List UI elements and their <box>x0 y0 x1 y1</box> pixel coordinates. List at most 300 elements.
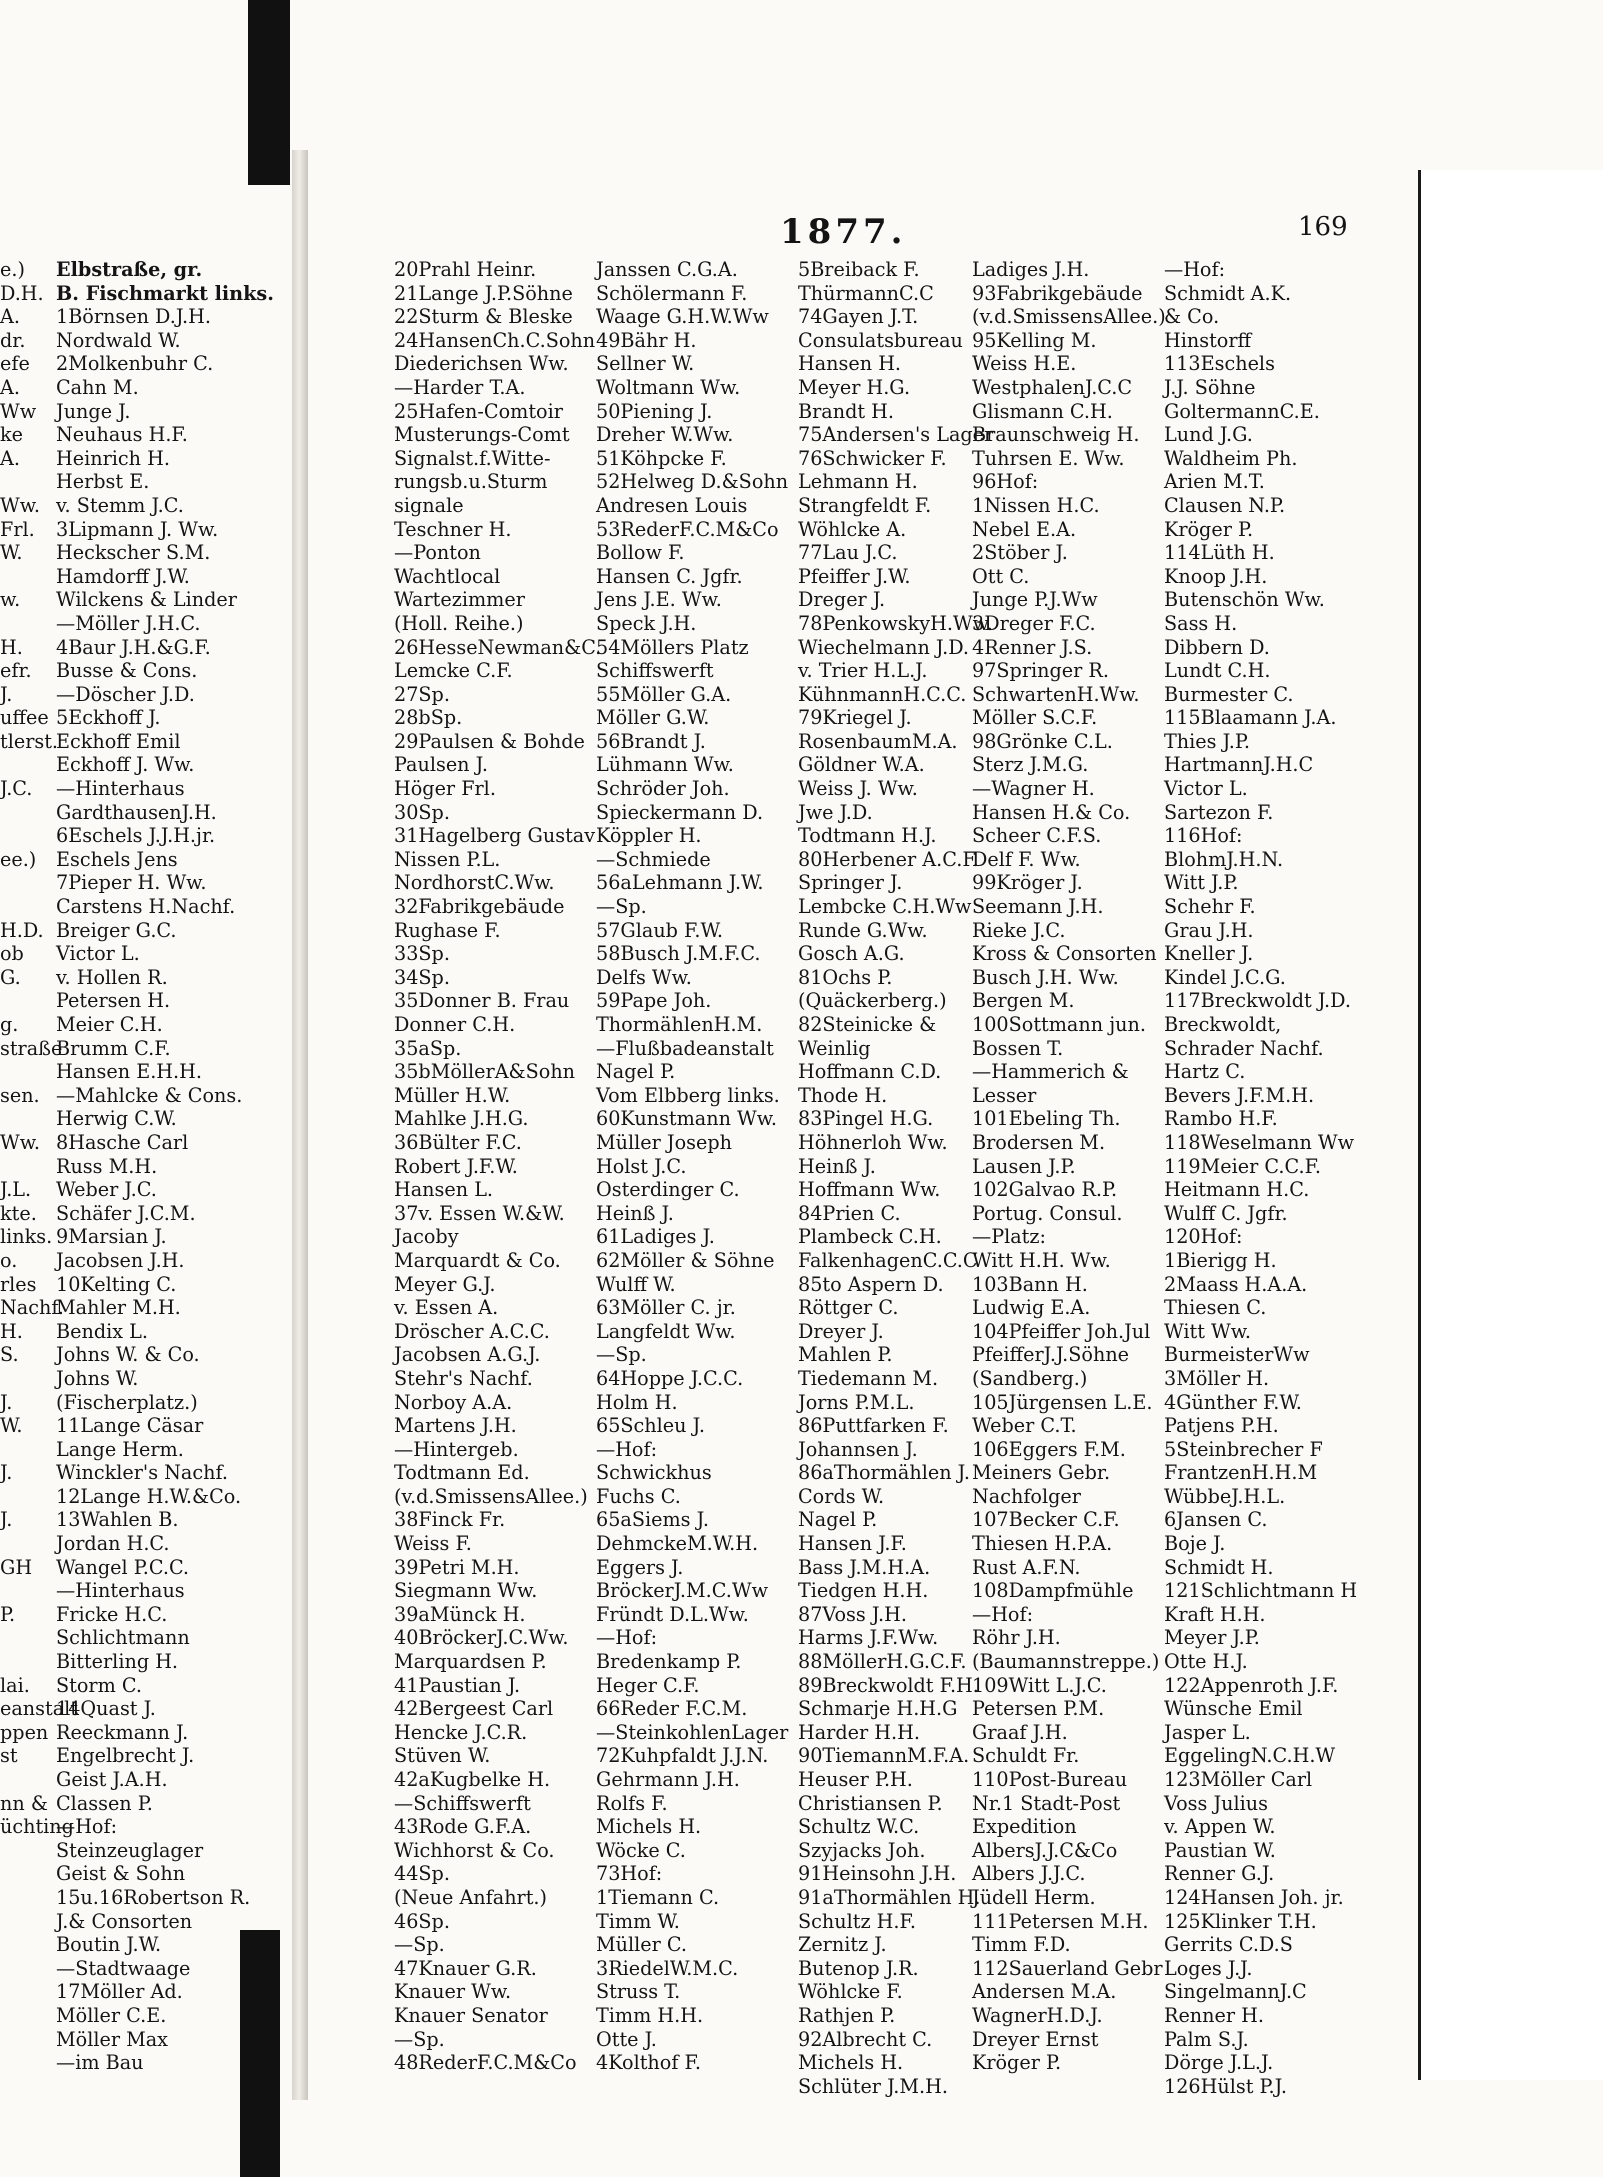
directory-line: Brandt H. <box>798 399 894 423</box>
directory-line: 24HansenCh.C.Sohn <box>394 328 596 352</box>
directory-line: 11Lange Cäsar <box>56 1414 204 1438</box>
directory-line: w. <box>0 588 21 612</box>
directory-line: Meyer G.J. <box>394 1272 496 1296</box>
directory-column-1 <box>56 258 294 2075</box>
directory-line: 85to Aspern D. <box>798 1272 944 1296</box>
directory-line: 43Rode G.F.A. <box>394 1815 532 1839</box>
directory-line: Hansen C. Jgfr. <box>596 564 743 588</box>
directory-line: Jens J.E. Ww. <box>596 588 722 612</box>
directory-line: Weiss J. Ww. <box>798 777 918 801</box>
directory-line: Schultz H.F. <box>798 1909 916 1933</box>
directory-line: 86aThormählen J. <box>798 1461 970 1485</box>
directory-line: WestphalenJ.C.C <box>972 375 1133 399</box>
directory-line: DehmckeM.W.H. <box>596 1532 759 1556</box>
directory-line: 2Molkenbuhr C. <box>56 352 214 376</box>
directory-line: Otte H.J. <box>1164 1650 1248 1674</box>
directory-line: Classen P. <box>56 1791 153 1815</box>
directory-line: Winckler's Nachf. <box>56 1461 228 1485</box>
directory-line: 109Witt L.J.C. <box>972 1673 1107 1697</box>
directory-line: Paulsen J. <box>394 753 488 777</box>
directory-line: 90TiemannM.F.A. <box>798 1744 970 1768</box>
directory-line: Zernitz J. <box>798 1933 887 1957</box>
directory-line: (v.d.SmissensAllee.) <box>394 1484 588 1508</box>
directory-line: 105Jürgensen L.E. <box>972 1390 1153 1414</box>
directory-line: Möller C.E. <box>56 2003 167 2027</box>
directory-line: Rust A.F.N. <box>972 1555 1081 1579</box>
directory-line: —Hof: <box>1164 258 1226 281</box>
directory-line: Cahn M. <box>56 375 139 399</box>
directory-line: 51Köhpcke F. <box>596 446 727 470</box>
directory-line: Hoffmann C.D. <box>798 1060 942 1084</box>
directory-line: —Schmiede <box>596 847 711 871</box>
directory-line: 2Maass H.A.A. <box>1164 1272 1308 1296</box>
page-gutter <box>292 150 308 2100</box>
directory-line: Breiger G.C. <box>56 918 177 942</box>
directory-line: —Hof: <box>596 1626 658 1650</box>
directory-line: Johns W. <box>56 1366 139 1390</box>
directory-line: BlohmJ.H.N. <box>1164 847 1284 871</box>
directory-line: 31Hagelberg Gustav <box>394 824 596 848</box>
directory-line: 99Kröger J. <box>972 871 1083 895</box>
directory-line: Eggers J. <box>596 1555 684 1579</box>
directory-line: nn & <box>0 1791 48 1815</box>
directory-line: —Wagner H. <box>972 777 1095 801</box>
directory-line: Jwe J.D. <box>798 800 873 824</box>
directory-line: Röttger C. <box>798 1296 899 1320</box>
directory-line: (Baumannstreppe.) <box>972 1650 1160 1674</box>
directory-line: Bass J.M.H.A. <box>798 1555 931 1579</box>
directory-line: GardthausenJ.H. <box>56 800 217 824</box>
directory-line: Schäfer J.C.M. <box>56 1201 196 1225</box>
directory-line: Hencke J.C.R. <box>394 1720 528 1744</box>
directory-line: Sass H. <box>1164 611 1238 635</box>
directory-line: 27Sp. <box>394 682 450 706</box>
directory-line: 73Hof: <box>596 1862 663 1886</box>
directory-line: 112Sauerland Gebr <box>972 1956 1163 1980</box>
directory-line: Kraft H.H. <box>1164 1602 1266 1626</box>
directory-column-3 <box>596 258 794 2075</box>
directory-line: Gerrits C.D.S <box>1164 1933 1293 1957</box>
directory-line: Marquardt & Co. <box>394 1248 561 1272</box>
directory-line: Breckwoldt, <box>1164 1013 1282 1036</box>
directory-line: J.C. <box>0 777 33 801</box>
directory-line: 1Nissen H.C. <box>972 493 1100 517</box>
directory-line: WagnerH.D.J. <box>972 2003 1103 2027</box>
directory-line: 41Paustian J. <box>394 1673 521 1697</box>
directory-line: Steinzeuglager <box>56 1838 204 1862</box>
directory-line: —Hinterhaus <box>56 777 185 801</box>
directory-line: Spieckermann D. <box>596 800 764 824</box>
directory-line: Lund J.G. <box>1164 423 1253 447</box>
directory-line: Wünsche Emil <box>1164 1697 1303 1721</box>
directory-line: Schwickhus <box>596 1461 712 1485</box>
directory-line: Lesser <box>972 1083 1037 1107</box>
directory-line: 22Sturm & Bleske <box>394 305 573 329</box>
directory-line: 5Breiback F. <box>798 258 920 281</box>
directory-line: GH <box>0 1555 33 1579</box>
directory-line: Heitmann H.C. <box>1164 1178 1310 1202</box>
directory-line: Jordan H.C. <box>56 1532 170 1556</box>
directory-line: Müller C. <box>596 1933 687 1957</box>
directory-line: Braunschweig H. <box>972 423 1140 447</box>
directory-line: 119Meier C.C.F. <box>1164 1154 1322 1178</box>
directory-line <box>0 1650 50 1674</box>
directory-line: Seemann J.H. <box>972 895 1104 919</box>
directory-line: 48RederF.C.M&Co <box>394 2051 577 2075</box>
directory-line: Bitterling H. <box>56 1650 179 1674</box>
directory-line: Herbst E. <box>56 470 150 494</box>
directory-line: 117Breckwoldt J.D. <box>1164 989 1351 1013</box>
directory-line: Fründt D.L.Ww. <box>596 1602 749 1626</box>
directory-line: 28bSp. <box>394 706 463 730</box>
directory-line: 100Sottmann jun. <box>972 1013 1146 1036</box>
directory-line: 6Eschels J.J.H.jr. <box>56 824 216 848</box>
directory-line <box>0 1438 50 1462</box>
directory-line <box>0 1060 50 1084</box>
directory-line: Weiss F. <box>394 1532 472 1556</box>
directory-line: PfeifferJ.J.Söhne <box>972 1343 1130 1367</box>
directory-line <box>0 470 50 494</box>
directory-line: Delf F. Ww. <box>972 847 1081 871</box>
directory-line: 54Möllers Platz <box>596 635 749 659</box>
directory-line: Robert J.F.W. <box>394 1154 518 1178</box>
directory-line: 30Sp. <box>394 800 450 824</box>
directory-line: 75Andersen's Lager <box>798 423 994 447</box>
directory-line: Nordwald W. <box>56 328 181 352</box>
directory-line: J.J. Söhne <box>1164 375 1256 399</box>
directory-line: 74Gayen J.T. <box>798 305 919 329</box>
directory-line: Patjens P.H. <box>1164 1414 1279 1438</box>
directory-line <box>0 1485 50 1509</box>
directory-line: Martens J.H. <box>394 1414 517 1438</box>
directory-line <box>0 871 50 895</box>
directory-line: Wöhlcke F. <box>798 1980 903 2004</box>
directory-line: 110Post-Bureau <box>972 1768 1128 1791</box>
directory-line: 115Blaamann J.A. <box>1164 706 1337 730</box>
directory-line: Mahlen P. <box>798 1343 893 1367</box>
directory-line: Renner G.J. <box>1164 1862 1275 1886</box>
directory-line: 87Voss J.H. <box>798 1602 907 1626</box>
directory-line: Strangfeldt F. <box>798 493 932 517</box>
directory-line: 20Prahl Heinr. <box>394 258 537 281</box>
directory-line: efe <box>0 352 30 376</box>
directory-line: 47Knauer G.R. <box>394 1956 537 1980</box>
directory-line: Neuhaus H.F. <box>56 423 188 447</box>
directory-line: Gosch A.G. <box>798 942 905 966</box>
directory-line: Weinlig <box>798 1036 871 1060</box>
directory-line: 37v. Essen W.&W. <box>394 1201 565 1225</box>
directory-line: 123Möller Carl <box>1164 1768 1313 1791</box>
directory-line: —Sp. <box>394 2027 445 2051</box>
directory-line: —Hammerich & <box>972 1060 1129 1084</box>
directory-line: Victor L. <box>1164 777 1248 801</box>
directory-line: —Sp. <box>394 1933 445 1957</box>
directory-line: Teschner H. <box>394 517 512 541</box>
directory-line: Meyer J.P. <box>1164 1626 1260 1650</box>
directory-line: Weber C.T. <box>972 1414 1077 1438</box>
directory-line: Waage G.H.W.Ww <box>596 305 769 329</box>
directory-line: Janssen C.G.A. <box>596 258 738 281</box>
directory-line: tlerst. <box>0 729 59 753</box>
directory-line: W. <box>0 1414 23 1438</box>
directory-line: 33Sp. <box>394 942 450 966</box>
directory-line: H. <box>0 1319 23 1343</box>
directory-line: Thiesen C. <box>1164 1296 1267 1320</box>
directory-line: Lehmann H. <box>798 470 918 494</box>
directory-line: Woltmann Ww. <box>596 375 741 399</box>
directory-line: Witt Ww. <box>1164 1319 1252 1343</box>
directory-line: —Harder T.A. <box>394 375 526 399</box>
directory-line: Timm F.D. <box>972 1933 1071 1957</box>
directory-line: 2Stöber J. <box>972 541 1068 565</box>
directory-line <box>0 801 50 825</box>
directory-line: Dreher W.Ww. <box>596 423 734 447</box>
directory-line: Höhnerloh Ww. <box>798 1130 948 1154</box>
directory-line: Siegmann Ww. <box>394 1579 538 1603</box>
directory-line: Wöhlcke A. <box>798 517 907 541</box>
directory-line: Hansen J.F. <box>798 1532 907 1556</box>
directory-line: Michels H. <box>798 2051 904 2075</box>
directory-line: Schmarje H.H.G <box>798 1697 958 1721</box>
directory-line: —Hintergeb. <box>394 1437 519 1461</box>
directory-line: Wachtlocal <box>394 564 501 588</box>
directory-line: Schröder Joh. <box>596 777 730 801</box>
directory-line: 40BröckerJ.C.Ww. <box>394 1626 569 1650</box>
directory-column-5 <box>972 258 1166 2075</box>
directory-line: 60Kunstmann Ww. <box>596 1107 778 1131</box>
directory-line: —Sp. <box>596 895 647 919</box>
directory-line: 64Hoppe J.C.C. <box>596 1366 744 1390</box>
directory-line: Nachfolger <box>972 1484 1081 1508</box>
directory-line: straße <box>0 1036 63 1060</box>
directory-line: 84Prien C. <box>798 1201 901 1225</box>
directory-line: Knoop J.H. <box>1164 564 1268 588</box>
directory-line: Victor L. <box>56 942 140 966</box>
directory-line: Eckhoff J. Ww. <box>56 753 195 777</box>
directory-line: Nebel E.A. <box>972 517 1077 541</box>
directory-line: Schlichtmann <box>56 1626 190 1650</box>
directory-line: Carstens H.Nachf. <box>56 895 236 919</box>
directory-line: ThürmannC.C <box>798 281 934 305</box>
directory-line: Sartezon F. <box>1164 800 1274 824</box>
directory-line: 32Fabrikgebäude <box>394 895 565 919</box>
directory-line: Nissen P.L. <box>394 847 501 871</box>
directory-line: KühnmannH.C.C. <box>798 682 967 706</box>
directory-line: 65Schleu J. <box>596 1414 705 1438</box>
directory-line: 82Steinicke & <box>798 1013 937 1036</box>
directory-line: J.& Consorten <box>56 1909 193 1933</box>
directory-line: v. Appen W. <box>1164 1815 1276 1839</box>
directory-line: (Holl. Reihe.) <box>394 611 524 635</box>
directory-line: Jacoby <box>394 1225 459 1249</box>
directory-line: 81Ochs P. <box>798 965 893 989</box>
directory-line: —Sp. <box>596 1343 647 1367</box>
directory-line <box>0 824 50 848</box>
directory-line: 120Hof: <box>1164 1225 1243 1249</box>
directory-line: Lembcke C.H.Ww <box>798 895 972 919</box>
directory-line: 83Pingel H.G. <box>798 1107 934 1131</box>
directory-line: Andresen Louis <box>596 493 748 517</box>
directory-line: Stüven W. <box>394 1744 491 1768</box>
directory-line: 104Pfeiffer Joh.Jul <box>972 1319 1151 1343</box>
directory-line: 88MöllerH.G.C.F. <box>798 1650 967 1674</box>
directory-line: ThormählenH.M. <box>596 1013 763 1036</box>
directory-line: 50Piening J. <box>596 399 713 423</box>
directory-line: 42aKugbelke H. <box>394 1768 551 1791</box>
directory-line <box>0 612 50 636</box>
directory-line: 62Möller & Söhne <box>596 1248 775 1272</box>
directory-line: v. Hollen R. <box>56 965 168 989</box>
directory-line: 52Helweg D.&Sohn <box>596 470 789 494</box>
directory-line: Dörge J.L.J. <box>1164 2051 1274 2075</box>
directory-line: 93Fabrikgebäude <box>972 281 1143 305</box>
directory-line: Johannsen J. <box>798 1437 918 1461</box>
directory-line: Wichhorst & Co. <box>394 1838 555 1862</box>
directory-line: Kneller J. <box>1164 942 1254 966</box>
directory-line: Diederichsen Ww. <box>394 352 569 376</box>
directory-line: (Fischerplatz.) <box>56 1390 198 1414</box>
directory-line: g. <box>0 1013 19 1036</box>
directory-line: Timm H.H. <box>596 2003 704 2027</box>
directory-line: Burmester C. <box>1164 682 1294 706</box>
directory-line: Delfs Ww. <box>596 965 692 989</box>
directory-line: Jüdell Herm. <box>972 1885 1096 1909</box>
directory-line: Möller G.W. <box>596 706 710 730</box>
directory-line: Göldner W.A. <box>798 753 925 777</box>
directory-line: S. <box>0 1343 19 1367</box>
directory-line: Thiesen H.P.A. <box>972 1532 1113 1556</box>
directory-line: Hansen H. <box>798 352 902 376</box>
directory-line: 111Petersen M.H. <box>972 1909 1149 1933</box>
scan-page-edge <box>1418 170 1603 2080</box>
directory-line: Tiedgen H.H. <box>798 1579 929 1603</box>
directory-line: —im Bau <box>56 2051 144 2075</box>
directory-line: Kross & Consorten <box>972 942 1157 966</box>
directory-line: Möller S.C.F. <box>972 706 1098 730</box>
directory-line <box>0 753 50 777</box>
directory-line: RosenbaumM.A. <box>798 729 958 753</box>
directory-line: Clausen N.P. <box>1164 493 1286 517</box>
directory-column-6 <box>1164 258 1390 2098</box>
directory-line: Ww <box>0 399 37 423</box>
directory-line: Russ M.H. <box>56 1154 158 1178</box>
directory-line: 25Hafen-Comtoir <box>394 399 563 423</box>
directory-line: ke <box>0 423 23 447</box>
directory-line: dr. <box>0 328 26 352</box>
directory-line: lai. <box>0 1673 30 1697</box>
directory-line: A. <box>0 375 20 399</box>
directory-line: Heuser P.H. <box>798 1768 913 1791</box>
directory-line: Gehrmann J.H. <box>596 1768 740 1791</box>
directory-line: rungsb.u.Sturm <box>394 470 548 494</box>
directory-line: Nachf. <box>0 1296 64 1320</box>
directory-line: 8Hasche Carl <box>56 1130 189 1154</box>
directory-line: 39aMünck H. <box>394 1602 526 1626</box>
directory-line: sen. <box>0 1083 40 1107</box>
directory-line: Elbstraße, gr. <box>56 258 203 281</box>
directory-line: Otte J. <box>596 2027 657 2051</box>
directory-line: st <box>0 1744 18 1768</box>
directory-line: Ww. <box>0 1130 40 1154</box>
directory-line: Ludwig E.A. <box>972 1296 1091 1320</box>
directory-line: Schuldt Fr. <box>972 1744 1080 1768</box>
directory-line: 59Pape Joh. <box>596 989 712 1013</box>
directory-line: SchwartenH.Ww. <box>972 682 1140 706</box>
directory-line: Thode H. <box>798 1083 888 1107</box>
directory-line: Bendix L. <box>56 1319 148 1343</box>
directory-line: Busse & Cons. <box>56 659 198 683</box>
directory-line: 91Heinsohn J.H. <box>798 1862 957 1886</box>
directory-line: Speck J.H. <box>596 611 697 635</box>
directory-line: —Möller J.H.C. <box>56 611 201 635</box>
directory-line: (Neue Anfahrt.) <box>394 1885 548 1909</box>
directory-line: 118Weselmann Ww <box>1164 1130 1355 1154</box>
directory-line: Struss T. <box>596 1980 681 2004</box>
directory-line: Lundt C.H. <box>1164 659 1271 683</box>
directory-line: 72Kuhpfaldt J.J.N. <box>596 1744 769 1768</box>
directory-line: FalkenhagenC.C.C <box>798 1248 978 1272</box>
directory-line: 4Baur J.H.&G.F. <box>56 635 211 659</box>
directory-line: Dreyer J. <box>798 1319 884 1343</box>
directory-line: Hansen E.H.H. <box>56 1060 202 1084</box>
directory-line <box>0 1626 50 1650</box>
directory-line: 96Hof: <box>972 470 1039 494</box>
directory-line: Hartz C. <box>1164 1060 1246 1084</box>
directory-line: eanstalt <box>0 1697 78 1721</box>
directory-line: Plambeck C.H. <box>798 1225 942 1249</box>
directory-line: Bredenkamp P. <box>596 1650 742 1674</box>
directory-line: 4Günther F.W. <box>1164 1390 1302 1414</box>
page-number: 169 <box>1298 212 1348 242</box>
directory-line: 107Becker C.F. <box>972 1508 1120 1532</box>
directory-line: Wöcke C. <box>596 1838 686 1862</box>
directory-line: 61Ladiges J. <box>596 1225 715 1249</box>
directory-line: Dreger J. <box>798 588 886 612</box>
directory-line: J. <box>0 1390 13 1414</box>
directory-line: 124Hansen Joh. jr. <box>1164 1885 1344 1909</box>
directory-line: 1Bierigg H. <box>1164 1248 1277 1272</box>
directory-line: signale <box>394 493 464 517</box>
directory-line: 126Hülst P.J. <box>1164 2074 1287 2098</box>
directory-line: Geist & Sohn <box>56 1862 186 1886</box>
directory-line: GoltermannC.E. <box>1164 399 1320 423</box>
directory-line: Harder H.H. <box>798 1720 920 1744</box>
year-heading: 1877. <box>780 212 907 252</box>
directory-line: v. Stemm J.C. <box>56 493 184 517</box>
directory-line: Hamdorff J.W. <box>56 564 190 588</box>
directory-line: —SteinkohlenLager <box>596 1720 789 1744</box>
directory-line: 76Schwicker F. <box>798 446 947 470</box>
directory-line: Andersen M.A. <box>972 1980 1117 2004</box>
directory-line: Rambo H.F. <box>1164 1107 1278 1131</box>
directory-line: J. <box>0 1508 13 1532</box>
directory-line: Scheer C.F.S. <box>972 824 1102 848</box>
directory-line: 10Kelting C. <box>56 1272 177 1296</box>
directory-line: Schultz W.C. <box>798 1815 920 1839</box>
directory-line: Langfeldt Ww. <box>596 1319 736 1343</box>
directory-line: Lühmann Ww. <box>596 753 734 777</box>
directory-line: Müller Joseph <box>596 1130 732 1154</box>
left-page-column-fragment <box>0 258 78 1839</box>
directory-line: Lemcke C.F. <box>394 659 513 683</box>
directory-line: 122Appenroth J.F. <box>1164 1673 1339 1697</box>
directory-line: Junge P.J.Ww <box>972 588 1098 612</box>
directory-line: Wangel P.C.C. <box>56 1555 190 1579</box>
directory-line: efr. <box>0 659 32 683</box>
directory-line: Tiedemann M. <box>798 1366 939 1390</box>
directory-line: —Hof: <box>56 1815 118 1839</box>
directory-line: Ww. <box>0 493 40 517</box>
